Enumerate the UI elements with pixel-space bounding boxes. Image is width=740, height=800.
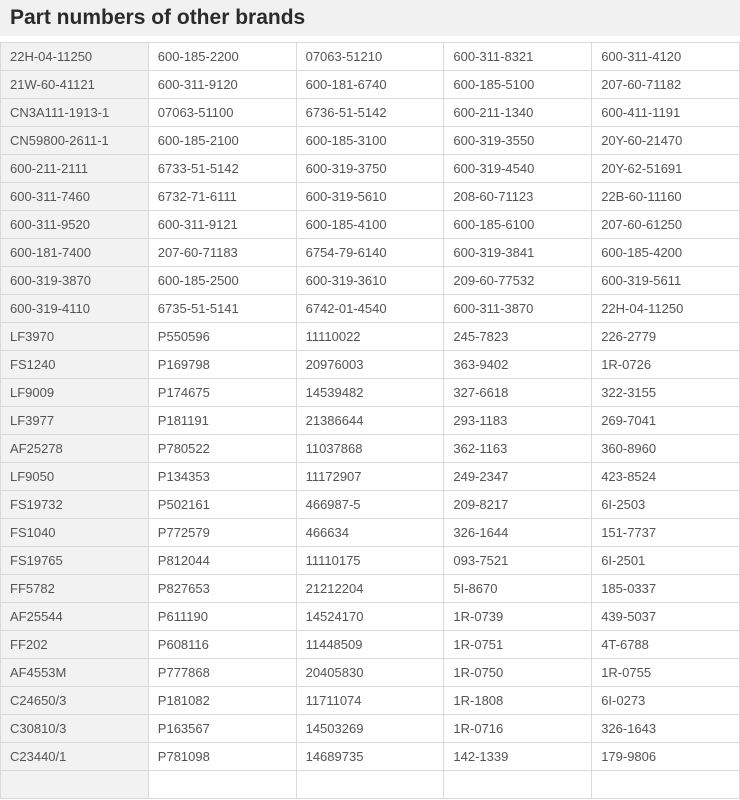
part-number-cell: 22H-04-11250 [592,295,740,323]
part-number-cell: 600-185-3100 [296,127,444,155]
part-number-cell: 327-6618 [444,379,592,407]
page-title: Part numbers of other brands [10,6,306,29]
part-number-cell: 11037868 [296,435,444,463]
part-number-cell: 1R-0739 [444,603,592,631]
part-number-cell: 600-319-3841 [444,239,592,267]
part-number-cell-first-column: FF5782 [1,575,149,603]
part-number-cell: 209-60-77532 [444,267,592,295]
part-number-cell: 22B-60-11160 [592,183,740,211]
part-number-cell: P608116 [148,631,296,659]
part-number-cell: 600-311-9121 [148,211,296,239]
part-number-cell: 600-411-1191 [592,99,740,127]
part-number-cell: 1R-1808 [444,687,592,715]
part-number-cell-first-column: FS1240 [1,351,149,379]
part-number-cell: 322-3155 [592,379,740,407]
part-number-cell: 600-319-3550 [444,127,592,155]
part-number-cell: 11172907 [296,463,444,491]
part-number-cell-first-column: C30810/3 [1,715,149,743]
part-number-cell-first-column: 600-319-4110 [1,295,149,323]
part-number-cell: 6I-2503 [592,491,740,519]
part-number-cell: 1R-0751 [444,631,592,659]
part-number-cell: 207-60-71183 [148,239,296,267]
part-number-cell: 326-1643 [592,715,740,743]
part-number-cell: 6735-51-5141 [148,295,296,323]
table-row [1,71,740,99]
table-row-partial [1,771,740,799]
part-number-cell: 6736-51-5142 [296,99,444,127]
part-number-cell: 14503269 [296,715,444,743]
part-number-cell: P772579 [148,519,296,547]
part-number-cell: 269-7041 [592,407,740,435]
part-number-cell [296,771,444,799]
table-row [1,715,740,743]
part-number-cell-first-column: 600-319-3870 [1,267,149,295]
part-number-cell: 1R-0716 [444,715,592,743]
table-row [1,183,740,211]
part-number-cell: 600-319-5610 [296,183,444,211]
part-number-cell: 11448509 [296,631,444,659]
part-number-cell: 600-319-3610 [296,267,444,295]
table-row [1,379,740,407]
part-number-cell: 14524170 [296,603,444,631]
part-number-cell-first-column: LF3977 [1,407,149,435]
part-number-cell: 226-2779 [592,323,740,351]
table-row [1,239,740,267]
part-number-cell: 21386644 [296,407,444,435]
part-number-cell: 600-185-2100 [148,127,296,155]
part-number-cell-first-column: LF9050 [1,463,149,491]
part-number-cell: 600-319-3750 [296,155,444,183]
part-number-cell: P611190 [148,603,296,631]
part-numbers-table-body [1,43,740,799]
part-number-cell: P181191 [148,407,296,435]
part-number-cell: 07063-51210 [296,43,444,71]
part-number-cell: 20Y-62-51691 [592,155,740,183]
table-row [1,743,740,771]
part-number-cell: 6742-01-4540 [296,295,444,323]
part-number-cell: 209-8217 [444,491,592,519]
table-row [1,267,740,295]
part-number-cell: P812044 [148,547,296,575]
part-number-cell: 439-5037 [592,603,740,631]
part-number-cell-first-column [1,771,149,799]
part-number-cell-first-column: AF4553M [1,659,149,687]
part-number-cell: 600-311-3870 [444,295,592,323]
part-number-cell: P550596 [148,323,296,351]
part-number-cell: P781098 [148,743,296,771]
part-number-cell: P169798 [148,351,296,379]
part-number-cell: 1R-0755 [592,659,740,687]
table-row [1,351,740,379]
part-number-cell: 207-60-61250 [592,211,740,239]
part-number-cell: 11711074 [296,687,444,715]
table-row [1,435,740,463]
part-number-cell: P780522 [148,435,296,463]
part-number-cell-first-column: AF25544 [1,603,149,631]
table-row [1,99,740,127]
table-row [1,519,740,547]
part-numbers-table [0,42,740,799]
part-number-cell-first-column: FS1040 [1,519,149,547]
table-row [1,687,740,715]
table-row [1,603,740,631]
part-number-cell-first-column: 600-311-7460 [1,183,149,211]
table-row [1,547,740,575]
part-number-cell: 185-0337 [592,575,740,603]
part-number-cell: 249-2347 [444,463,592,491]
part-number-cell-first-column: LF9009 [1,379,149,407]
part-number-cell: 142-1339 [444,743,592,771]
part-number-cell-first-column: 600-211-2111 [1,155,149,183]
part-number-cell-first-column: 22H-04-11250 [1,43,149,71]
part-number-cell: 326-1644 [444,519,592,547]
part-number-cell: P827653 [148,575,296,603]
part-number-cell: 600-185-6100 [444,211,592,239]
part-number-cell-first-column: 21W-60-41121 [1,71,149,99]
part-number-cell-first-column: FS19732 [1,491,149,519]
part-number-cell: P777868 [148,659,296,687]
section-title-band [0,0,740,36]
part-number-cell: 6I-0273 [592,687,740,715]
part-number-cell: 4T-6788 [592,631,740,659]
part-number-cell: 20976003 [296,351,444,379]
part-number-cell: 11110022 [296,323,444,351]
table-row [1,407,740,435]
part-number-cell: 6732-71-6111 [148,183,296,211]
table-row [1,323,740,351]
part-number-cell: 6754-79-6140 [296,239,444,267]
table-row [1,127,740,155]
part-number-cell-first-column: LF3970 [1,323,149,351]
part-number-cell: 600-319-5611 [592,267,740,295]
part-number-cell: 5I-8670 [444,575,592,603]
part-number-cell: 466634 [296,519,444,547]
part-number-cell-first-column: C24650/3 [1,687,149,715]
table-row [1,211,740,239]
part-number-cell-first-column: AF25278 [1,435,149,463]
part-number-cell: P181082 [148,687,296,715]
part-number-cell: 6I-2501 [592,547,740,575]
part-number-cell: P502161 [148,491,296,519]
part-number-cell-first-column: C23440/1 [1,743,149,771]
part-number-cell: 07063-51100 [148,99,296,127]
part-number-cell: 207-60-71182 [592,71,740,99]
part-number-cell: 179-9806 [592,743,740,771]
part-number-cell: 363-9402 [444,351,592,379]
part-number-cell-first-column: FF202 [1,631,149,659]
part-number-cell: 600-319-4540 [444,155,592,183]
part-number-cell: 093-7521 [444,547,592,575]
part-number-cell: 208-60-71123 [444,183,592,211]
part-number-cell-first-column: CN59800-2611-1 [1,127,149,155]
part-number-cell: 293-1183 [444,407,592,435]
part-number-cell: 14539482 [296,379,444,407]
part-number-cell: 362-1163 [444,435,592,463]
table-row [1,631,740,659]
part-number-cell-first-column: 600-181-7400 [1,239,149,267]
part-number-cell [592,771,740,799]
part-number-cell-first-column: CN3A111-1913-1 [1,99,149,127]
part-number-cell: 600-185-4100 [296,211,444,239]
part-number-cell: 21212204 [296,575,444,603]
part-number-cell: 600-185-4200 [592,239,740,267]
part-number-cell: 600-311-9120 [148,71,296,99]
part-number-cell: P134353 [148,463,296,491]
part-number-cell: 360-8960 [592,435,740,463]
part-number-cell: 466987-5 [296,491,444,519]
part-number-cell: 600-185-5100 [444,71,592,99]
table-row [1,491,740,519]
part-number-cell [444,771,592,799]
part-number-cell [148,771,296,799]
part-number-cell: 600-185-2500 [148,267,296,295]
table-row [1,463,740,491]
table-row [1,659,740,687]
part-number-cell: 11110175 [296,547,444,575]
part-number-cell-first-column: FS19765 [1,547,149,575]
part-number-cell: 14689735 [296,743,444,771]
part-number-cell: 1R-0726 [592,351,740,379]
table-row [1,295,740,323]
part-number-cell: 600-311-4120 [592,43,740,71]
part-number-cell: 423-8524 [592,463,740,491]
part-number-cell: 600-211-1340 [444,99,592,127]
part-number-cell: 600-185-2200 [148,43,296,71]
part-number-cell: P163567 [148,715,296,743]
part-number-cell: 20405830 [296,659,444,687]
part-number-cell: P174675 [148,379,296,407]
part-number-cell: 600-181-6740 [296,71,444,99]
table-row [1,575,740,603]
table-row [1,43,740,71]
part-number-cell: 1R-0750 [444,659,592,687]
table-row [1,155,740,183]
part-number-cell-first-column: 600-311-9520 [1,211,149,239]
part-number-cell: 6733-51-5142 [148,155,296,183]
part-number-cell: 245-7823 [444,323,592,351]
part-number-cell: 20Y-60-21470 [592,127,740,155]
part-number-cell: 151-7737 [592,519,740,547]
part-number-cell: 600-311-8321 [444,43,592,71]
